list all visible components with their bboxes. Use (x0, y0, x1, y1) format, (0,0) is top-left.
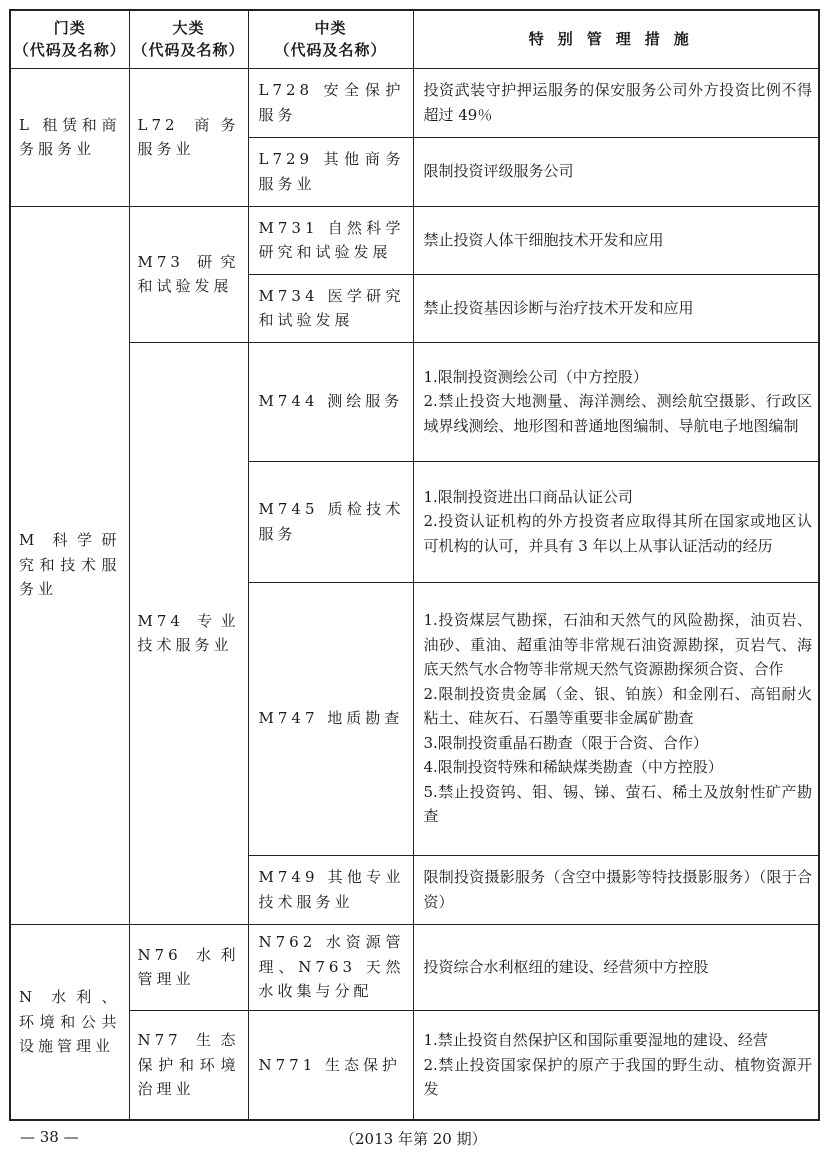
big-category-l72: L72 商务服务业 (129, 68, 248, 206)
mid-category: L728 安全保护服务 (248, 68, 413, 137)
measure-cell: 禁止投资人体干细胞技术开发和应用 (413, 206, 819, 274)
mid-category: M734 医学研究和试验发展 (248, 274, 413, 342)
big-category-n76: N76 水利管理业 (129, 924, 248, 1010)
measure-cell: 禁止投资基因诊断与治疗技术开发和应用 (413, 274, 819, 342)
header-row (10, 10, 819, 68)
header-zhong: 中类 （代码及名称） (248, 10, 413, 68)
measure-cell: 限制投资摄影服务（含空中摄影等特技摄影服务）（限于合资） (413, 855, 819, 924)
measure-cell: 1.限制投资测绘公司（中方控股） 2.禁止投资大地测量、海洋测绘、测绘航空摄影、行政区域界线测绘、地形图和普通地图编制、导航电子地图编制 (413, 342, 819, 461)
policy-table (9, 9, 820, 1121)
measure-cell: 限制投资评级服务公司 (413, 137, 819, 206)
door-category-l: L 租赁和商务服务业 (10, 68, 129, 206)
measure-cell: 1.投资煤层气勘探，石油和天然气的风险勘探，油页岩、油砂、重油、超重油等非常规石油资源勘探，页岩气、海底天然气水合物等非常规天然气资源勘探须合资、合作 2.限制投资贵金属（金、银、铂族）和金刚石、高铝耐火粘土、硅灰石、石墨等重要非金属矿勘查 3.限制投资重晶石勘查（限于合资、合作） 4.限制投资特殊和稀缺煤类勘查（中方控股） 5.禁止投资钨、钼、锡、锑、萤石、稀土及放射性矿产勘查 (413, 582, 819, 855)
mid-category: L729 其他商务服务业 (248, 137, 413, 206)
big-category-m73: M73 研究和试验发展 (129, 206, 248, 342)
table-row (10, 206, 819, 274)
header-da: 大类 （代码及名称） (129, 10, 248, 68)
header-men: 门类 （代码及名称） (10, 10, 129, 68)
door-category-n: N 水利、环境和公共设施管理业 (10, 924, 129, 1120)
measure-cell: 投资武装守护押运服务的保安服务公司外方投资比例不得超过 49％ (413, 68, 819, 137)
table-row (10, 924, 819, 1010)
mid-category: M747 地质勘查 (248, 582, 413, 855)
measure-cell: 投资综合水利枢纽的建设、经营须中方控股 (413, 924, 819, 1010)
big-category-n77: N77 生态保护和环境治理业 (129, 1010, 248, 1120)
table-row (10, 1010, 819, 1120)
mid-category: N762 水资源管理、N763 天然水收集与分配 (248, 924, 413, 1010)
mid-category: M731 自然科学研究和试验发展 (248, 206, 413, 274)
mid-category: N771 生态保护 (248, 1010, 413, 1120)
big-category-m74: M74 专业技术服务业 (129, 342, 248, 924)
measure-cell: 1.限制投资进出口商品认证公司 2.投资认证机构的外方投资者应取得其所在国家或地区认可机构的认可，并具有 3 年以上从事认证活动的经历 (413, 461, 819, 582)
table-row (10, 342, 819, 461)
mid-category: M749 其他专业技术服务业 (248, 855, 413, 924)
issue-label: （2013 年第 20 期） (340, 1130, 487, 1148)
header-measures: 特别管理措施 (413, 10, 819, 68)
mid-category: M744 测绘服务 (248, 342, 413, 461)
door-category-m: M 科学研究和技术服务业 (10, 206, 129, 924)
measure-cell: 1.禁止投资自然保护区和国际重要湿地的建设、经营 2.禁止投资国家保护的原产于我国的野生动、植物资源开发 (413, 1010, 819, 1120)
page-number: — 38 — (20, 1128, 79, 1146)
table-row (10, 68, 819, 137)
mid-category: M745 质检技术服务 (248, 461, 413, 582)
